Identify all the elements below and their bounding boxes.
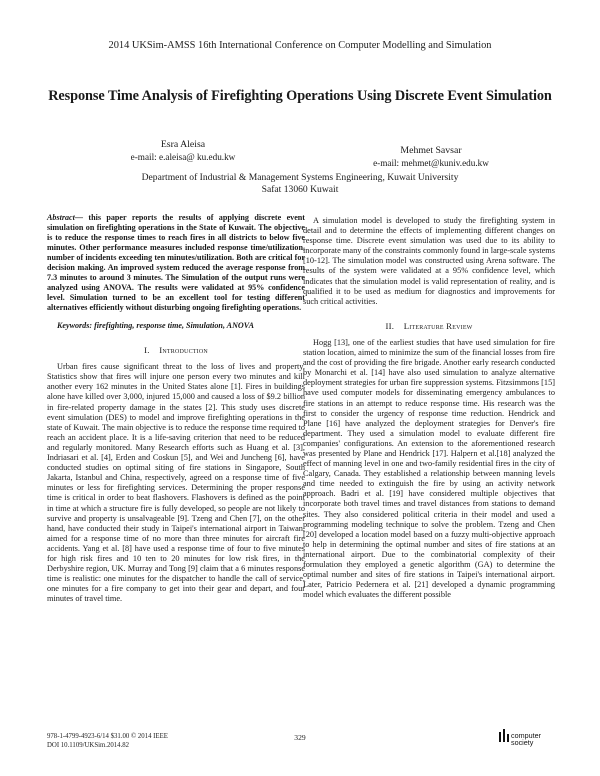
paper-title: Response Time Analysis of Firefighting Operations Using Discrete Event Simulation (48, 88, 552, 104)
affiliation (60, 172, 540, 196)
right-column (303, 216, 555, 600)
left-column (47, 213, 305, 604)
author-2-name: Mehmet Savsar (400, 145, 462, 156)
section-title: Introduction (159, 345, 208, 356)
page-number: 329 (294, 733, 306, 742)
author-1-name: Esra Aleisa (160, 139, 206, 150)
abstract (47, 213, 305, 313)
affiliation-address: Safat 13060 Kuwait (261, 184, 339, 195)
footer-isbn: 978-1-4799-4923-6/14 $31.00 © 2014 IEEE (47, 733, 168, 740)
logo-text (511, 732, 541, 747)
author-1-email: e-mail: e.aleisa@ ku.edu.kw (130, 152, 236, 162)
section-title: Literature Review (403, 320, 473, 331)
conference-header: 2014 UKSim-AMSS 16th International Conference on Computer Modelling and Simulation (108, 40, 492, 51)
author-2 (346, 144, 516, 170)
computer-society-logo-icon (497, 726, 511, 748)
author-1 (98, 138, 268, 164)
computer-society-logo (497, 726, 557, 752)
section-heading-introduction (47, 345, 305, 355)
abstract-label: Abstract (47, 213, 75, 222)
logo-line-2: society (511, 738, 534, 748)
abstract-text: — this paper reports the results of applying discrete event simulation on firefighting operations in the State of Kuwait. The objective is to reduce the response times to reach fires in all districts to below five minutes. Other performance measures included response time/utilization, number of incidents exceeding ten minutes/utilization. Both are critical for decision making. An improved system reduced the average response from 7.3 minutes to around 3 minutes. The Simulation of the output runs were analyzed using ANOVA. The results were validated at 95% confidence level. Simulation turned to be an excellent tool for testing different alternatives efficiently without disturbing ongoing firefighting operations. (47, 213, 305, 312)
literature-review-paragraph: Hogg [13], one of the earliest studies that have used simulation for fire station location, aimed to minimize the sum of the financial losses from fire and the cost of providing the fire brigade. Another early research conducted by Monarchi et al. [14] have also used simulation to analyze alternative deployment strategies for urban fire suppression systems. Fitzsimmons [15] have used computer models for disseminating emergency ambulances to fire stations in an attempt to reduce response time. His research was the first to consider the urgency of response time reduction. Hendrick and Plane [16] have analyzed the deployment strategies for Denver's fire department. They used a simulation model to evaluate different fire companies' configurations. An extension to the aforementioned research was presented by Plane and Hendrick [17]. Halpern et al.[18] analyzed the effect of manning level in one and two-family residential fires in the city of Calgary, Canada. They established a relationship between manning levels and time needed to extinguish the fire by using an activity network approach. Badri et al. [19] have considered multiple objectives that incorporate both travel times and travel distances from stations to demand sites. They also considered political criteria in their model and used a programming modeling technique to solve the problem. Tzeng and Chen [20] developed a location model based on a fuzzy multi-objective approach to help in determining the optimal number and sites of fire stations at an international airport. Due to the combinatorial complexity of their formulation they employed a genetic algorithm (GA) to determine the optimal number and sites of fire stations in Taipei's international airport. Later, Patricio Pedernera et al. [21] developed a dynamic programming model which evaluates the different possible (303, 337, 555, 600)
introduction-continued-paragraph: A simulation model is developed to study the firefighting system in detail and to determine the effects of implementing different changes on response time. Discrete event simulation was used due to its ability to incorporate many of the constraints commonly found in large-scale systems [10-12]. The simulation model was constructed using Arena software. The results of the system were validated at a 95% confidence level, which indicates that the simulation model is valid representation of reality, and is qualified it to be used as medium for diagnostics and improvements for such critical activities. (303, 216, 555, 306)
affiliation-department: Department of Industrial & Management Systems Engineering, Kuwait University (141, 172, 459, 183)
author-2-email: e-mail: mehmet@kuniv.edu.kw (373, 158, 489, 168)
logo-line-1: computer (511, 731, 541, 740)
footer-doi: DOI 10.1109/UKSim.2014.82 (47, 741, 130, 749)
keywords: Keywords: firefighting, response time, Simulation, ANOVA (57, 321, 254, 330)
introduction-paragraph: Urban fires cause significant threat to the loss of lives and property. Statistics show that fires will injure one person every two minutes and kill another every 162 minutes in the United States alone [1]. Fires in buildings alone have killed over 3,000, injured 15,000 and caused a loss of $9.2 billion in fire-related property damage in the states [2]. This study uses discrete event simulation (DES) to model and improve firefighting operations in the state of Kuwait. The main objective is to reduce the response time required to reach an accident place. It is a life-saving criterion that need to be reduced and regularly monitored. Many Research efforts such as Huang et al. [3], Indriasari et al. [4], Erden and Coskun [5], and Wei and Juncheng [6], have conducted studies on optimal siting of fire stations in Singapore, South Jakarta, Istanbul and China, respectively, agreed on a response time of five minutes or less for firefighting services. Determining the proper response time is critical in order to beat flashovers. Flashovers is defined as the point in time at which a structure fire is fully developed, so people are not likely to survive and property is unsalvageable [9]. Tzeng and Chen [7], on the other hand, have conducted their study in Taipei's international airport in Taiwan, aimed for a response time of no more than three minutes for aircraft fire accidents. Yang et al. [8] have used a response time of four to five minutes for high risk fires and 10 ten to 20 minutes for low risk fires, in the Derbyshire region, UK. Murray and Tong [9] claim that a 6 minutes response time is realistic: one minutes for the dispatcher to handle the call of service, one minutes for a fire company to get into their gear and depart, and four minutes of travel time. (47, 362, 305, 604)
section-numeral: I. (144, 345, 150, 356)
section-heading-literature-review (303, 321, 555, 331)
section-numeral: II. (385, 320, 395, 331)
